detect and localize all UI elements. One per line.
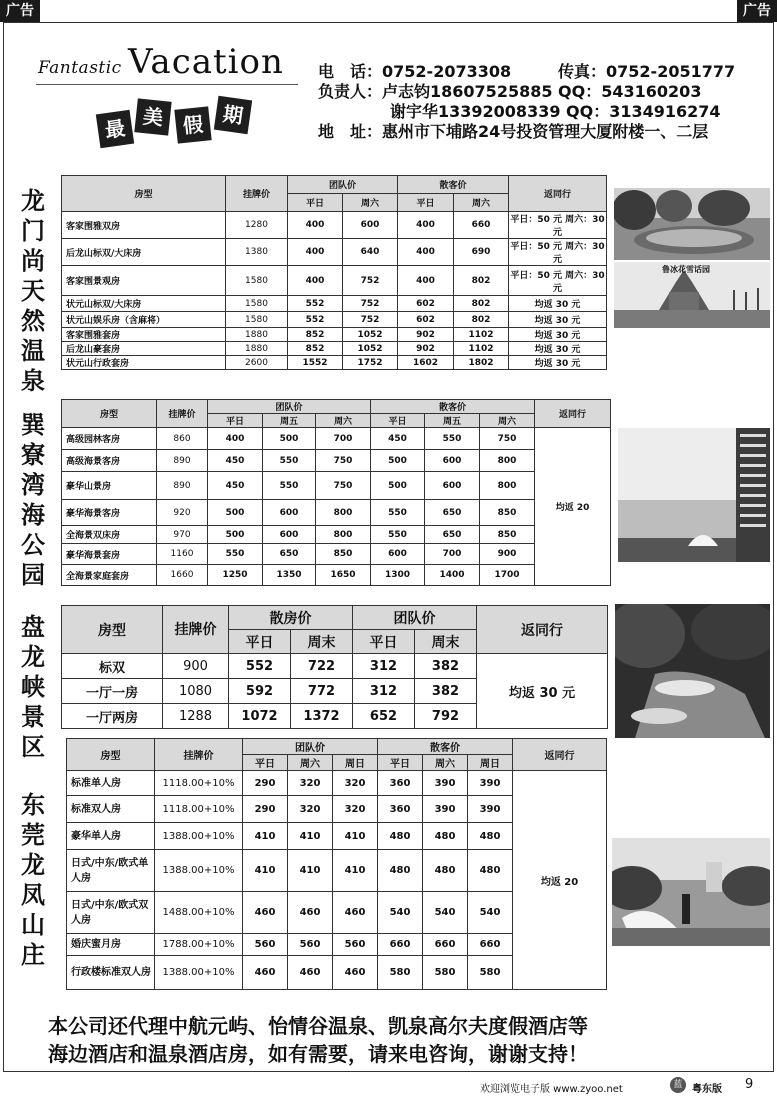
- price-cell: 460: [333, 956, 378, 990]
- header-retail-rate: 散客价: [398, 176, 509, 194]
- room-type: 婚庆蜜月房: [67, 934, 155, 956]
- rack-rate: 920: [157, 500, 208, 526]
- price-cell: 750: [316, 450, 371, 472]
- price-cell: 540: [423, 892, 468, 934]
- table-row: [62, 296, 607, 312]
- room-type: 高级海景客房: [62, 450, 157, 472]
- table-row: [62, 500, 611, 526]
- price-cell: 1700: [480, 565, 535, 586]
- price-cell: 722: [291, 654, 353, 679]
- rack-rate: 1118.00+10%: [155, 796, 243, 823]
- room-type: 全海景家庭套房: [62, 565, 157, 586]
- table-row: [62, 342, 607, 356]
- price-cell: 1752: [343, 356, 398, 370]
- price-cell: 560: [288, 934, 333, 956]
- rack-rate: 1880: [226, 328, 288, 342]
- rack-rate: 970: [157, 526, 208, 544]
- rack-rate: 1080: [163, 679, 229, 704]
- price-cell: 700: [425, 544, 480, 565]
- rack-rate: 1160: [157, 544, 208, 565]
- rebate-cell: 均返 30 元: [509, 342, 607, 356]
- header-weekend: 周末: [291, 630, 353, 654]
- sea-park-photo: [618, 428, 770, 562]
- hot-spring-photo-1: [614, 188, 770, 260]
- room-type: 高级园林客房: [62, 428, 157, 450]
- price-cell: 552: [229, 654, 291, 679]
- price-cell: 450: [208, 472, 263, 500]
- price-cell: 460: [243, 956, 288, 990]
- section4-rows: [67, 771, 607, 990]
- header-friday: 周五: [263, 414, 316, 428]
- header-saturday: 周六: [480, 414, 535, 428]
- rack-rate: 860: [157, 428, 208, 450]
- header-room-type: 房型: [67, 739, 155, 771]
- header-weekday: 平日: [371, 414, 425, 428]
- price-cell: 700: [316, 428, 371, 450]
- table-row: [62, 544, 611, 565]
- photo-caption: 鲁冰花雪话园: [662, 265, 710, 274]
- price-cell: 802: [454, 296, 509, 312]
- price-cell: 1552: [288, 356, 343, 370]
- price-cell: 600: [425, 450, 480, 472]
- logo-tile-2: 美: [134, 98, 171, 135]
- price-cell: 1300: [371, 565, 425, 586]
- price-cell: 320: [333, 796, 378, 823]
- price-cell: 1400: [425, 565, 480, 586]
- price-cell: 480: [468, 823, 513, 850]
- header-rack-rate: 挂牌价: [155, 739, 243, 771]
- contact-block: [318, 62, 736, 142]
- price-cell: 902: [398, 342, 454, 356]
- header-group-rate: 团队价: [208, 400, 371, 414]
- price-cell: 500: [371, 472, 425, 500]
- price-cell: 410: [243, 850, 288, 892]
- person-label: 负责人：: [318, 82, 383, 101]
- price-cell: 772: [291, 679, 353, 704]
- price-cell: 460: [288, 892, 333, 934]
- price-cell: 800: [316, 526, 371, 544]
- price-cell: 580: [423, 956, 468, 990]
- table-row: [62, 565, 611, 586]
- price-cell: 320: [333, 771, 378, 796]
- section3-rows: [62, 654, 608, 729]
- header-rack-rate: 挂牌价: [163, 606, 229, 654]
- price-cell: 552: [288, 296, 343, 312]
- price-cell: 750: [316, 472, 371, 500]
- price-cell: 600: [425, 472, 480, 500]
- room-type: 日式/中东/欧式单人房: [67, 850, 155, 892]
- section2-rate-table: [61, 399, 611, 586]
- header-retail-rate: 散客价: [378, 739, 513, 755]
- rack-rate: 1288: [163, 704, 229, 729]
- header-weekday: 平日: [243, 755, 288, 771]
- rack-rate: 1388.00+10%: [155, 823, 243, 850]
- price-cell: 312: [353, 654, 415, 679]
- rafting-photo: [615, 604, 770, 738]
- price-cell: 600: [263, 500, 316, 526]
- header-rebate: 返同行: [513, 739, 607, 771]
- price-cell: 900: [480, 544, 535, 565]
- price-cell: 550: [263, 472, 316, 500]
- price-cell: 540: [468, 892, 513, 934]
- table-row: [62, 266, 607, 296]
- price-cell: 802: [454, 266, 509, 296]
- price-cell: 410: [288, 823, 333, 850]
- price-cell: 752: [343, 266, 398, 296]
- logo-tile-4: 期: [214, 96, 252, 134]
- price-cell: 410: [333, 850, 378, 892]
- price-cell: 400: [398, 266, 454, 296]
- table-row: [62, 450, 611, 472]
- header-room-type: 房型: [62, 400, 157, 428]
- price-cell: 800: [316, 500, 371, 526]
- price-cell: 1650: [316, 565, 371, 586]
- price-cell: 450: [371, 428, 425, 450]
- rack-rate: 1380: [226, 239, 288, 266]
- price-cell: 1802: [454, 356, 509, 370]
- section1-title: 龙门尚天然温泉: [21, 187, 45, 395]
- price-cell: 480: [378, 850, 423, 892]
- header-retail-rate: 散客价: [371, 400, 535, 414]
- rebate-cell: 均返 30 元: [509, 296, 607, 312]
- price-cell: 800: [480, 450, 535, 472]
- header-sunday: 周日: [468, 755, 513, 771]
- rack-rate: 890: [157, 472, 208, 500]
- rack-rate: 1488.00+10%: [155, 892, 243, 934]
- section3-title: 盘龙峡景区: [21, 613, 45, 761]
- price-cell: 752: [343, 296, 398, 312]
- phone-label: 电 话：: [318, 62, 383, 81]
- price-cell: 1102: [454, 342, 509, 356]
- price-cell: 640: [343, 239, 398, 266]
- price-cell: 460: [333, 892, 378, 934]
- room-type: 一厅两房: [62, 704, 163, 729]
- room-type: 状元山行政套房: [62, 356, 226, 370]
- section3-rate-table: [61, 605, 608, 729]
- price-cell: 1250: [208, 565, 263, 586]
- price-cell: 1602: [398, 356, 454, 370]
- price-cell: 550: [425, 428, 480, 450]
- room-type: 标准双人房: [67, 796, 155, 823]
- price-cell: 552: [288, 312, 343, 328]
- room-type: 豪华山景房: [62, 472, 157, 500]
- room-type: 状元山标双/大床房: [62, 296, 226, 312]
- header-group-rate: 团队价: [288, 176, 398, 194]
- fax-number: 0752-2051777: [606, 62, 736, 81]
- room-type: 客家围景观房: [62, 266, 226, 296]
- room-type: 行政楼标准双人房: [67, 956, 155, 990]
- header-weekend: 周末: [415, 630, 477, 654]
- price-cell: 1102: [454, 328, 509, 342]
- rack-rate: 1580: [226, 312, 288, 328]
- price-cell: 1052: [343, 342, 398, 356]
- header-retail-rate: 散房价: [229, 606, 353, 630]
- price-cell: 580: [378, 956, 423, 990]
- price-cell: 660: [454, 212, 509, 239]
- ad-tag-right: 广告: [737, 0, 777, 22]
- header-rebate: 返同行: [509, 176, 607, 212]
- price-cell: 1350: [263, 565, 316, 586]
- rack-rate: 2600: [226, 356, 288, 370]
- room-type: 客家围雅双房: [62, 212, 226, 239]
- header-rack-rate: 挂牌价: [157, 400, 208, 428]
- rack-rate: 900: [163, 654, 229, 679]
- price-cell: 600: [263, 526, 316, 544]
- address: 惠州市下埔路24号投资管理大厦附楼一、二层: [382, 122, 709, 141]
- price-cell: 400: [288, 239, 343, 266]
- price-cell: 850: [480, 526, 535, 544]
- header-saturday: 周六: [288, 755, 333, 771]
- price-cell: 752: [343, 312, 398, 328]
- logo-big-text: Vacation: [128, 42, 284, 82]
- price-cell: 400: [288, 212, 343, 239]
- table-row: [62, 654, 608, 679]
- hot-spring-photo-2: [614, 262, 770, 328]
- price-cell: 480: [378, 823, 423, 850]
- header-saturday: 周六: [454, 194, 509, 212]
- person-1: 卢志钧18607525885 QQ：543160203: [382, 82, 702, 101]
- price-cell: 550: [371, 500, 425, 526]
- price-cell: 480: [423, 850, 468, 892]
- logo-tile-1: 最: [96, 110, 134, 148]
- rebate-cell: 平日：50 元 周六：30 元: [509, 212, 607, 239]
- header-saturday: 周六: [423, 755, 468, 771]
- rack-rate: 1580: [226, 296, 288, 312]
- price-cell: 802: [454, 312, 509, 328]
- price-cell: 312: [353, 679, 415, 704]
- header-weekday: 平日: [353, 630, 415, 654]
- brand-logo: [36, 38, 298, 86]
- price-cell: 660: [468, 934, 513, 956]
- room-type: 后龙山标双/大床房: [62, 239, 226, 266]
- price-cell: 460: [243, 892, 288, 934]
- price-cell: 800: [480, 472, 535, 500]
- price-cell: 750: [480, 428, 535, 450]
- table-row: [62, 212, 607, 239]
- price-cell: 852: [288, 328, 343, 342]
- header-sunday: 周日: [333, 755, 378, 771]
- logo-rule: [36, 84, 298, 85]
- price-cell: 650: [425, 526, 480, 544]
- table-row: [62, 526, 611, 544]
- price-cell: 560: [243, 934, 288, 956]
- price-cell: 792: [415, 704, 477, 729]
- price-cell: 400: [208, 428, 263, 450]
- price-cell: 540: [378, 892, 423, 934]
- price-cell: 480: [423, 823, 468, 850]
- phone-number: 0752-2073308: [382, 62, 512, 81]
- rebate-cell: 平日：50 元 周六：30 元: [509, 266, 607, 296]
- price-cell: 410: [333, 823, 378, 850]
- bottom-notice: [48, 1012, 588, 1068]
- header-rack-rate: 挂牌价: [226, 176, 288, 212]
- price-cell: 360: [378, 796, 423, 823]
- rack-rate: 1388.00+10%: [155, 850, 243, 892]
- header-friday: 周五: [425, 414, 480, 428]
- price-cell: 450: [208, 450, 263, 472]
- price-cell: 602: [398, 312, 454, 328]
- price-cell: 550: [263, 450, 316, 472]
- section2-title: 巽寮湾海公园: [21, 411, 45, 589]
- table-row: [67, 771, 607, 796]
- fax-group: [558, 62, 735, 82]
- notice-line-2: 海边酒店和温泉酒店房，如有需要，请来电咨询，谢谢支持！: [48, 1042, 588, 1066]
- address-label: 地 址：: [318, 122, 383, 141]
- wedding-photo: [612, 838, 770, 946]
- section2-rows: [62, 428, 611, 586]
- price-cell: 390: [468, 771, 513, 796]
- price-cell: 360: [378, 771, 423, 796]
- rebate-cell: 均返 20: [513, 771, 607, 990]
- room-type: 客家围雅套房: [62, 328, 226, 342]
- price-cell: 460: [288, 956, 333, 990]
- section4-title: 东莞龙凤山庄: [21, 791, 45, 969]
- room-type: 豪华单人房: [67, 823, 155, 850]
- table-row: [62, 312, 607, 328]
- rebate-cell: 均返 20: [535, 428, 611, 586]
- price-cell: 410: [243, 823, 288, 850]
- price-cell: 902: [398, 328, 454, 342]
- header-weekday: 平日: [288, 194, 343, 212]
- rebate-cell: 均返 30 元: [509, 356, 607, 370]
- header-weekday: 平日: [229, 630, 291, 654]
- price-cell: 850: [480, 500, 535, 526]
- footer-text: 欢迎浏览电子版 www.zyoo.net: [480, 1084, 623, 1095]
- header-saturday: 周六: [343, 194, 398, 212]
- price-cell: 550: [371, 526, 425, 544]
- rack-rate: 1280: [226, 212, 288, 239]
- table-row: [62, 239, 607, 266]
- rack-rate: 1118.00+10%: [155, 771, 243, 796]
- price-cell: 600: [343, 212, 398, 239]
- rack-rate: 1580: [226, 266, 288, 296]
- section1-rows: [62, 212, 607, 370]
- logo-tiles: [98, 98, 258, 150]
- price-cell: 390: [423, 771, 468, 796]
- price-cell: 290: [243, 796, 288, 823]
- price-cell: 320: [288, 771, 333, 796]
- price-cell: 500: [208, 500, 263, 526]
- price-cell: 410: [288, 850, 333, 892]
- price-cell: 500: [208, 526, 263, 544]
- table-row: [62, 328, 607, 342]
- logo-small-text: Fantastic: [38, 58, 122, 78]
- rebate-cell: 均返 30 元: [509, 328, 607, 342]
- header-saturday: 周六: [316, 414, 371, 428]
- room-type: 豪华海景套房: [62, 544, 157, 565]
- price-cell: 650: [263, 544, 316, 565]
- price-cell: 660: [378, 934, 423, 956]
- price-cell: 1372: [291, 704, 353, 729]
- price-cell: 400: [288, 266, 343, 296]
- price-cell: 850: [316, 544, 371, 565]
- price-cell: 650: [425, 500, 480, 526]
- price-cell: 560: [333, 934, 378, 956]
- rebate-cell: 均返 30 元: [509, 312, 607, 328]
- header-rebate: 返同行: [477, 606, 608, 654]
- table-row: [62, 428, 611, 450]
- section4-rate-table: [66, 738, 607, 990]
- rack-rate: 890: [157, 450, 208, 472]
- header-room-type: 房型: [62, 606, 163, 654]
- header-weekday: 平日: [398, 194, 454, 212]
- header-weekday: 平日: [378, 755, 423, 771]
- header-group-rate: 团队价: [353, 606, 477, 630]
- rack-rate: 1880: [226, 342, 288, 356]
- price-cell: 390: [468, 796, 513, 823]
- footer-edition: 粤东版: [692, 1084, 722, 1095]
- logo-tile-3: 假: [174, 106, 211, 143]
- price-cell: 592: [229, 679, 291, 704]
- room-type: 一厅一房: [62, 679, 163, 704]
- rebate-cell: 均返 30 元: [477, 654, 608, 729]
- header-weekday: 平日: [208, 414, 263, 428]
- price-cell: 390: [423, 796, 468, 823]
- table-row: [62, 356, 607, 370]
- price-cell: 290: [243, 771, 288, 796]
- header-room-type: 房型: [62, 176, 226, 212]
- price-cell: 1052: [343, 328, 398, 342]
- header-rebate: 返同行: [535, 400, 611, 428]
- price-cell: 600: [371, 544, 425, 565]
- room-type: 标准单人房: [67, 771, 155, 796]
- rack-rate: 1788.00+10%: [155, 934, 243, 956]
- price-cell: 400: [398, 212, 454, 239]
- room-type: 日式/中东/欧式双人房: [67, 892, 155, 934]
- price-cell: 652: [353, 704, 415, 729]
- price-cell: 320: [288, 796, 333, 823]
- price-cell: 400: [398, 239, 454, 266]
- room-type: 全海景双床房: [62, 526, 157, 544]
- price-cell: 580: [468, 956, 513, 990]
- fax-label: 传真：: [558, 62, 607, 81]
- price-cell: 852: [288, 342, 343, 356]
- price-cell: 550: [208, 544, 263, 565]
- price-cell: 602: [398, 296, 454, 312]
- price-cell: 480: [468, 850, 513, 892]
- price-cell: 690: [454, 239, 509, 266]
- notice-line-1: 本公司还代理中航元屿、怡情谷温泉、凯泉高尔夫度假酒店等: [48, 1014, 588, 1038]
- section1-rate-table: [61, 175, 607, 370]
- price-cell: 660: [423, 934, 468, 956]
- person-2: 谢宇华13392008339 QQ：3134916274: [390, 102, 721, 121]
- ad-tag-left: 广告: [0, 0, 40, 22]
- room-type: 状元山娱乐房（含麻将）: [62, 312, 226, 328]
- room-type: 后龙山豪套房: [62, 342, 226, 356]
- header-group-rate: 团队价: [243, 739, 378, 755]
- rebate-cell: 平日：50 元 周六：30 元: [509, 239, 607, 266]
- price-cell: 1072: [229, 704, 291, 729]
- edition-badge: 蓝: [670, 1077, 686, 1093]
- table-row: [62, 472, 611, 500]
- price-cell: 382: [415, 679, 477, 704]
- price-cell: 500: [371, 450, 425, 472]
- price-cell: 500: [263, 428, 316, 450]
- room-type: 豪华海景客房: [62, 500, 157, 526]
- rack-rate: 1660: [157, 565, 208, 586]
- room-type: 标双: [62, 654, 163, 679]
- price-cell: 382: [415, 654, 477, 679]
- page-number: 9: [745, 1077, 754, 1092]
- rack-rate: 1388.00+10%: [155, 956, 243, 990]
